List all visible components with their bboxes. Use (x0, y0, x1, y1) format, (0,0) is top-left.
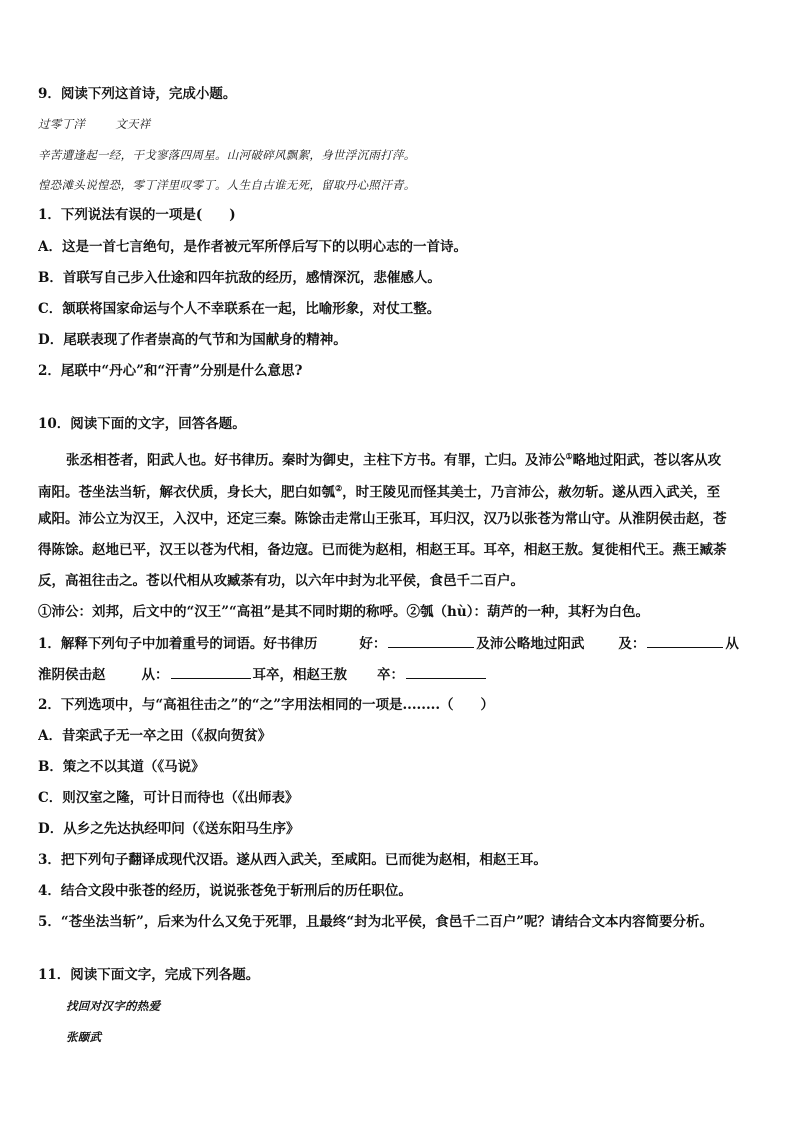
q10-heading: 10．阅读下面的文字，回答各题。 (38, 416, 246, 432)
q10-sub1-phrase-4: 耳卒，相赵王敖 (252, 667, 347, 683)
q10-sub2-option-d: D．从乡之先达执经叩问（《送东阳马生序》 (38, 821, 300, 837)
q10-sub1-phrase-3: 淮阴侯击赵 (38, 667, 106, 683)
q10-passage-line-2 (38, 478, 768, 503)
q10-sub3: 3．把下列句子翻译成现代汉语。遂从西入武关，至咸阳。已而徙为赵相，相赵王耳。 (38, 852, 547, 868)
q10-sub2-option-c: C．则汉室之隆，可计日而待也（《出师表》 (38, 790, 299, 806)
answer-blank-hao[interactable] (388, 633, 474, 648)
q11-heading: 11．阅读下面文字，完成下列各题。 (38, 967, 260, 983)
label-hao: 好： (359, 636, 387, 652)
q11-article-author: 张颐武 (66, 1030, 102, 1044)
footnote-marker-2: ② (335, 483, 343, 493)
q10-passage-2a: 南阳。苍坐法当斩，解衣伏质，身长大，肥白如瓠 (38, 484, 335, 501)
q9-option-b: B．首联写自己步入仕途和四年抗敌的经历，感情深沉，悲催感人。 (38, 270, 441, 286)
q10-sub1-phrase-2: 及沛公略地过阳武 (476, 636, 585, 652)
q10-sub4: 4．结合文段中张苍的经历，说说张苍免于斩刑后的历任职位。 (38, 883, 412, 899)
q10-sub1-line-2 (38, 664, 768, 685)
q11-article-title: 找回对汉字的热爱 (66, 999, 161, 1013)
q9-sub2: 2．尾联中“丹心”和“汗青”分别是什么意思? (38, 363, 303, 379)
q10-passage-line-1 (66, 446, 768, 471)
label-cong: 从： (141, 667, 169, 683)
label-zu: 卒： (377, 667, 404, 683)
footnote-marker-1: ① (565, 451, 573, 461)
answer-blank-zu[interactable] (406, 664, 486, 679)
poem-author: 文天祥 (115, 117, 151, 131)
q10-sub1-cong-tail: 从 (725, 636, 739, 652)
q10-sub2-option-b: B．策之不以其道（《马说》 (38, 759, 205, 775)
poem-line-1: 辛苦遭逢起一经，干戈寥落四周星。山河破碎风飘絮，身世浮沉雨打萍。 (38, 148, 416, 162)
poem-line-2: 惶恐滩头说惶恐，零丁洋里叹零丁。人生自古谁无死，留取丹心照汗青。 (38, 178, 416, 192)
q9-sub1: 1．下列说法有误的一项是( ) (38, 207, 236, 223)
answer-blank-ji[interactable] (647, 633, 723, 648)
q10-sub2: 2．下列选项中，与“高祖往击之”的“之”字用法相同的一项是........（ ） (38, 697, 495, 713)
q10-sub2-option-a: A．昔栾武子无一卒之田（《叔向贺贫》 (38, 728, 272, 744)
q10-passage-line-5: 反，高祖往击之。苍以代相从攻臧荼有功，以六年中封为北平侯，食邑千二百户。 (38, 573, 524, 589)
answer-blank-cong[interactable] (171, 664, 251, 679)
q10-passage-2b: ，时王陵见而怪其美士，乃言沛公，赦勿斩。遂从西入武关，至 (342, 484, 721, 501)
poem-title-line (38, 114, 768, 134)
q9-heading: 9．阅读下列这首诗，完成小题。 (38, 86, 237, 102)
label-ji: 及： (618, 636, 646, 652)
q10-passage-1b: 略地过阳武，苍以客从攻 (572, 452, 722, 469)
q9-option-a: A．这是一首七言绝句，是作者被元军所俘后写下的以明心志的一首诗。 (38, 239, 467, 255)
q10-passage-line-3: 咸阳。沛公立为汉王，入汉中，还定三秦。陈馀击走常山王张耳，耳归汉，汉乃以张苍为常山守。从淮阴侯击赵，苍 (38, 511, 727, 527)
q10-passage-1a: 张丞相苍者，阳武人也。好书律历。秦时为御史，主柱下方书。有罪，亡归。及沛公 (66, 452, 566, 469)
q9-option-c: C．颔联将国家命运与个人不幸联系在一起，比喻形象，对仗工整。 (38, 301, 441, 317)
q9-option-d: D．尾联表现了作者崇高的气节和为国献身的精神。 (38, 332, 347, 348)
q10-sub1-line-1 (38, 633, 768, 654)
q10-sub5: 5．“苍坐法当斩”，后来为什么又免于死罪，且最终“封为北平侯，食邑千二百户”呢？请结合文本内容简要分析。 (38, 914, 713, 930)
q10-passage-line-4: 得陈馀。赵地已平，汉王以苍为代相，备边寇。已而徙为赵相，相赵王耳。耳卒，相赵王敖。复徙相代王。燕王臧荼 (38, 542, 727, 558)
poem-title: 过零丁洋 (38, 117, 86, 131)
q10-sub1-lead: 1．解释下列句子中加着重号的词语。好书律历 (38, 636, 318, 652)
q10-footnote: ①沛公：刘邦，后文中的“汉王”“高祖”是其不同时期的称呼。②瓠（hù）：葫芦的一种，其籽为白色。 (38, 604, 649, 620)
